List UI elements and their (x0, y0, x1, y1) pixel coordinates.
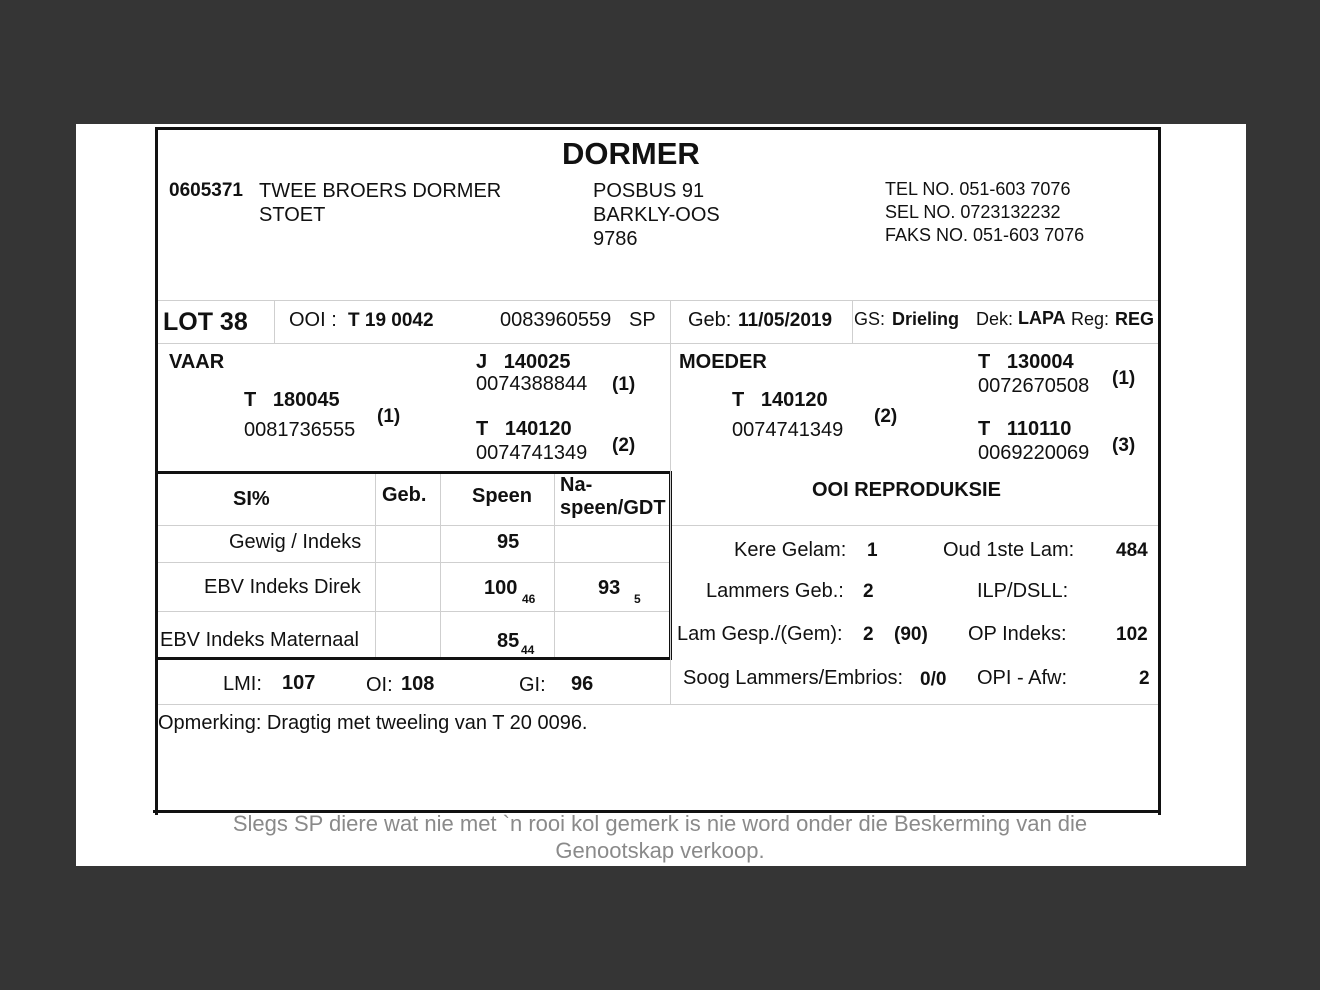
oi-value: 108 (401, 673, 435, 695)
tel-number: TEL NO. 051-603 7076 (885, 179, 1071, 199)
sire-dam-id: T 140120 (476, 418, 572, 440)
dam-id: T 140120 (732, 389, 828, 411)
row-ebv-direct-naspeen-accuracy: 5 (634, 592, 641, 606)
member-number: 0605371 (169, 180, 243, 201)
divider-lot-col1 (274, 300, 275, 343)
sel-number: SEL NO. 0723132232 (885, 202, 1061, 222)
lam-gesp-value: 2 (863, 624, 874, 645)
row-weight-index-label: Gewig / Indeks (229, 531, 362, 553)
divider-indices-bottom (158, 704, 1158, 705)
si-header: SI% (233, 488, 270, 510)
lam-gesp-average: (90) (894, 624, 928, 645)
footer-line1: Slegs SP diere wat nie met `n rooi kol gemerk is nie word onder die Beskerming van die (232, 811, 1088, 836)
lam-gesp-label: Lam Gesp./(Gem): (677, 623, 843, 645)
dam-dam-rank: (3) (1112, 435, 1136, 456)
row-ebv-maternal-speen-accuracy: 44 (521, 643, 535, 657)
si-row-divider-1 (158, 525, 669, 526)
faks-number: FAKS NO. 051-603 7076 (885, 225, 1085, 245)
sire-dam-rank: (2) (612, 435, 636, 456)
row-ebv-direct-label: EBV Indeks Direk (204, 576, 361, 598)
opi-afw-label: OPI - Afw: (977, 667, 1068, 689)
si-table-top (156, 471, 672, 474)
soog-lammers-label: Soog Lammers/Embrios: (683, 667, 904, 689)
ooi-label: OOI : (289, 309, 337, 331)
sire-sire-rank: (1) (612, 374, 636, 395)
soog-lammers-value: 0/0 (920, 669, 947, 690)
divider-lot-top (158, 300, 1158, 301)
remark: Opmerking: Dragtig met tweeling van T 20 0096. (158, 712, 588, 734)
reg-value: REG (1115, 309, 1155, 329)
op-indeks-label: OP Indeks: (968, 623, 1067, 645)
dam-dam-number: 0069220069 (978, 442, 1090, 464)
dam-label: MOEDER (679, 351, 767, 373)
geb-header: Geb. (382, 484, 427, 506)
registration-number: 0083960559 (500, 309, 612, 331)
birth-label: Geb: (688, 309, 732, 331)
address-line3: 9786 (593, 228, 638, 250)
sire-rank: (1) (377, 406, 401, 427)
dek-value: LAPA (1018, 308, 1066, 328)
gs-value: Drieling (892, 309, 960, 329)
lot-number: LOT 38 (163, 308, 248, 336)
address-line2: BARKLY-OOS (593, 204, 720, 226)
divider-reproduction-header (672, 525, 1158, 526)
gi-label: GI: (519, 674, 546, 696)
lmi-label: LMI: (223, 673, 262, 695)
row-ebv-maternal-speen: 85 (497, 630, 520, 652)
si-col-divider-1 (375, 474, 376, 657)
ilp-dsll-label: ILP/DSLL: (977, 580, 1069, 602)
speen-header: Speen (472, 485, 533, 507)
sire-sire-number: 0074388844 (476, 373, 588, 395)
si-table-bottom (156, 657, 672, 660)
lammers-geb-value: 2 (863, 581, 874, 602)
gi-value: 96 (571, 673, 594, 695)
stud-name-line1: TWEE BROERS DORMER (259, 180, 502, 202)
birth-date: 11/05/2019 (738, 310, 833, 331)
sire-dam-number: 0074741349 (476, 442, 588, 464)
oi-label: OI: (366, 674, 393, 696)
row-ebv-maternal-label: EBV Indeks Maternaal (160, 629, 359, 651)
gs-label: GS: (854, 309, 886, 329)
divider-lot-col3 (852, 300, 853, 343)
sire-sire-id: J 140025 (476, 351, 571, 373)
dek-label: Dek: (976, 309, 1014, 329)
reproduction-title: OOI REPRODUKSIE (812, 479, 1001, 501)
naspeen-header-line1: Na- (560, 474, 593, 496)
stud-name-line2: STOET (259, 204, 326, 226)
divider-pedigree-mid (670, 343, 671, 471)
divider-lot-bottom (158, 343, 1158, 344)
si-row-divider-3 (158, 611, 669, 612)
sire-label: VAAR (169, 351, 225, 373)
si-col-divider-3 (554, 474, 555, 657)
si-row-divider-2 (158, 562, 669, 563)
ooi-id: T 19 0042 (348, 310, 434, 331)
opi-afw-value: 2 (1139, 668, 1150, 689)
lammers-geb-label: Lammers Geb.: (706, 580, 844, 602)
divider-lot-col2 (670, 300, 671, 343)
op-indeks-value: 102 (1116, 624, 1148, 645)
kere-gelam-value: 1 (867, 540, 878, 561)
oud-1ste-lam-label: Oud 1ste Lam: (943, 539, 1075, 561)
si-col-divider-2 (440, 474, 441, 657)
dam-number: 0074741349 (732, 419, 844, 441)
dam-sire-rank: (1) (1112, 368, 1136, 389)
address-line1: POSBUS 91 (593, 180, 705, 202)
sire-number: 0081736555 (244, 419, 356, 441)
dam-rank: (2) (874, 406, 898, 427)
lmi-value: 107 (282, 672, 316, 694)
dam-dam-id: T 110110 (978, 418, 1072, 440)
sire-id: T 180045 (244, 389, 340, 411)
row-ebv-direct-speen-accuracy: 46 (522, 592, 536, 606)
reg-label: Reg: (1071, 309, 1110, 329)
kere-gelam-label: Kere Gelam: (734, 539, 847, 561)
divider-reproduction-left (670, 471, 671, 704)
naspeen-header-line2: speen/GDT (560, 497, 666, 519)
breed-title: DORMER (562, 136, 700, 171)
row-weight-index-speen: 95 (497, 531, 520, 553)
oud-1ste-lam-value: 484 (1116, 540, 1148, 561)
footer-line2: Genootskap verkoop. (555, 838, 765, 863)
dam-sire-id: T 130004 (978, 351, 1074, 373)
row-ebv-direct-speen: 100 (484, 577, 518, 599)
dam-sire-number: 0072670508 (978, 375, 1090, 397)
sp-marker: SP (629, 309, 656, 331)
row-ebv-direct-naspeen: 93 (598, 577, 621, 599)
